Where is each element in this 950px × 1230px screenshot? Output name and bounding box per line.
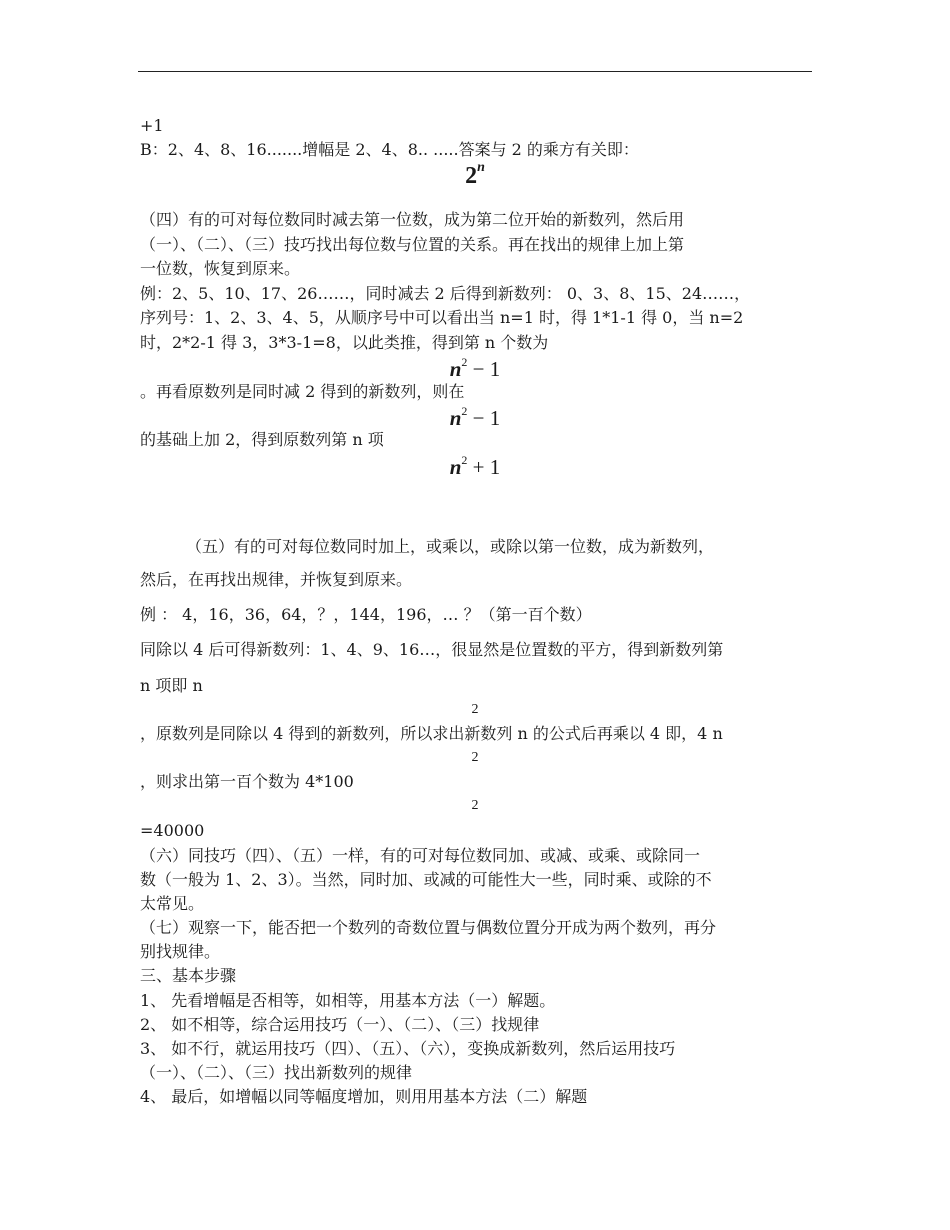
text-line: 同除以 4 后可得新数列：1、4、9、16…，很显然是位置数的平方，得到新数列第 xyxy=(140,640,724,659)
text-line: （七）观察一下，能否把一个数列的奇数位置与偶数位置分开成为两个数列，再分 xyxy=(140,918,717,937)
text-line: 数（一般为 1、2、3）。当然，同时加、或减的可能性大一些，同时乘、或除的不 xyxy=(140,870,712,889)
formula-rest: − 1 xyxy=(467,357,501,381)
text-line: 时，2*2-1 得 3，3*3-1=8，以此类推，得到第 n 个数为 xyxy=(140,333,549,352)
text-line: 一位数，恢复到原来。 xyxy=(140,259,301,278)
formula-base: n xyxy=(449,357,462,381)
formula-base: n xyxy=(449,455,462,479)
text-line: =40000 xyxy=(140,821,205,840)
formula-n-squared-minus-1 xyxy=(0,355,950,382)
superscript-2: 2 xyxy=(471,798,479,813)
text-line: B：2、4、8、16.......增幅是 2、4、8.. .....答案与 2 的乘方有关即： xyxy=(140,140,639,159)
text-line: 然后，在再找出规律，并恢复到原来。 xyxy=(140,570,413,589)
list-item: 2、 如不相等，综合运用技巧（一）、（二）、（三）找规律 xyxy=(140,1015,540,1034)
superscript-2: 2 xyxy=(471,702,479,717)
text-line: 序列号：1、2、3、4、5，从顺序号中可以看出当 n=1 时，得 1*1-1 得 0，当 n=2 xyxy=(140,308,744,327)
formula-n-squared-minus-1 xyxy=(0,404,950,431)
text-line: ，则求出第一百个数为 4*100 xyxy=(140,772,354,791)
text-line: ，原数列是同除以 4 得到的新数列，所以求出新数列 n 的公式后再乘以 4 即，4 n xyxy=(140,724,723,743)
text-line: （一）、（二）、（三）技巧找出每位数与位置的关系。再在找出的规律上加上第 xyxy=(140,235,685,254)
text-line: （五）有的可对每位数同时加上，或乘以，或除以第一位数，成为新数列， xyxy=(186,537,715,556)
list-item: （一）、（二）、（三）找出新数列的规律 xyxy=(140,1063,413,1082)
text-line: 。再看原数列是同时减 2 得到的新数列，则在 xyxy=(140,382,465,401)
text-line: 的基础上加 2，得到原数列第 n 项 xyxy=(140,430,384,449)
formula-exponent: 2 xyxy=(461,404,468,418)
formula-base: 2 xyxy=(465,163,478,189)
text-line: n 项即 n xyxy=(140,676,203,695)
text-line: 太常见。 xyxy=(140,894,205,913)
formula-base: n xyxy=(449,406,462,430)
section-heading: 三、基本步骤 xyxy=(140,966,237,985)
superscript-2: 2 xyxy=(471,750,479,765)
formula-rest: − 1 xyxy=(467,406,501,430)
text-line: +1 xyxy=(140,116,164,135)
text-line: （六）同技巧（四）、（五）一样，有的可对每位数同加、或减、或乘、或除同一 xyxy=(140,846,701,865)
text-line: （四）有的可对每位数同时减去第一位数，成为第二位开始的新数列，然后用 xyxy=(140,210,685,229)
list-item: 3、 如不行，就运用技巧（四）、（五）、（六），变换成新数列，然后运用技巧 xyxy=(140,1039,676,1058)
formula-exponent: n xyxy=(477,160,485,175)
formula-2-pow-n xyxy=(0,160,950,190)
list-item: 1、 先看增幅是否相等，如相等，用基本方法（一）解题。 xyxy=(140,991,556,1010)
text-line: 例：2、5、10、17、26……，同时减去 2 后得到新数列： 0、3、8、15、24……， xyxy=(140,284,751,303)
formula-exponent: 2 xyxy=(461,453,468,467)
list-item: 4、 最后，如增幅以同等幅度增加，则用用基本方法（二）解题 xyxy=(140,1087,588,1106)
text-line: 例 ： 4，16，36，64，？，144，196，… ？（第一百个数） xyxy=(140,605,592,624)
text-line: 别找规律。 xyxy=(140,942,221,961)
formula-rest: + 1 xyxy=(467,455,501,479)
header-rule xyxy=(138,71,812,72)
formula-exponent: 2 xyxy=(461,355,468,369)
formula-n-squared-plus-1 xyxy=(0,453,950,480)
